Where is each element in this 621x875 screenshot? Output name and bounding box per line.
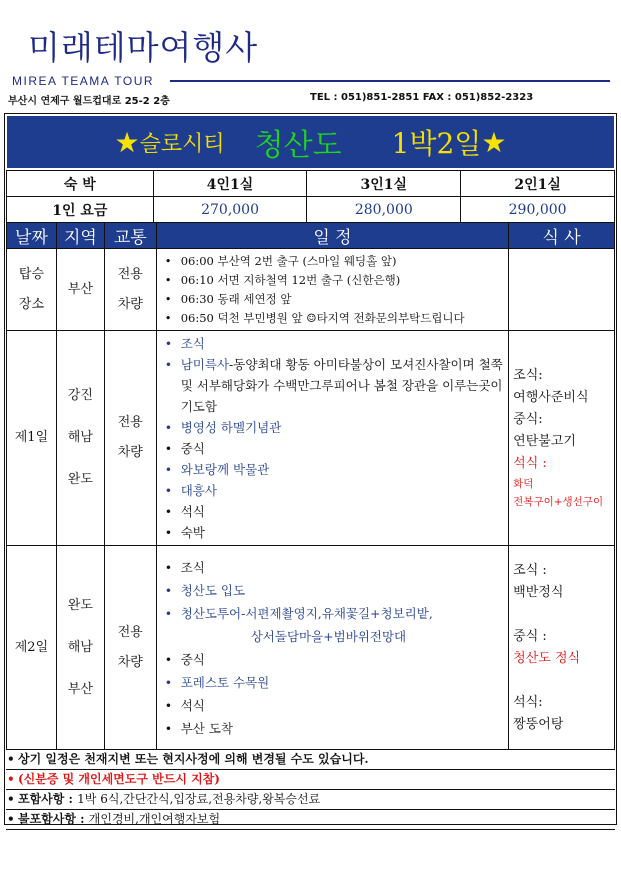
itinerary-header-row (7, 223, 615, 249)
header-region: 지역 (56, 223, 104, 249)
list-item: • 06:00 부산역 2번 출구 (스마일 웨딩홀 앞) (165, 252, 504, 271)
list-item: • 중식 (165, 648, 504, 671)
star-icon: ★ (481, 125, 507, 159)
star-icon: ★ (114, 125, 140, 159)
fee-row (7, 197, 615, 223)
company-address: 부산시 연제구 월드컵대로 25-2 2층 (8, 96, 170, 107)
boarding-region: 부산 (56, 249, 104, 331)
boarding-schedule (156, 249, 508, 331)
list-item: • 청산도투어-서편제촬영지,유채꽃길+청보리밭, 상서돌담마을+범바위전망대 (165, 602, 504, 648)
room-type-row (7, 171, 615, 197)
note-item: • 상기 일정은 천재지변 또는 현지사정에 의해 변경될 수도 있습니다. (6, 750, 615, 770)
list-item: • 대흥사 (165, 480, 504, 501)
company-english-name: MIREA TEAMA TOUR (12, 74, 155, 88)
boarding-row (7, 249, 615, 331)
fee-value: 270,000 (153, 197, 307, 223)
day2-schedule (156, 546, 508, 750)
day1-meals: 조식: 여행사준비식 중식: 연탄불고기 석식 : 화덕 전복구이+생선구이 (509, 331, 615, 546)
title-main: 청산도 (254, 128, 342, 163)
fee-label: 1인 요금 (7, 197, 154, 223)
day2-row (7, 546, 615, 750)
day2-date: 제2일 (7, 546, 57, 750)
day2-meals: 조식 : 백반정식 중식 : 청산도 정식 석식: 짱뚱어탕 (509, 546, 615, 750)
list-item: • 석식 (165, 694, 504, 717)
list-item: • 06:10 서면 지하철역 12번 출구 (신한은행) (165, 271, 504, 290)
list-item: • 남미륵사-동양최대 황동 아미타불상이 모셔진사찰이며 철쭉 및 서부해당화가 수백만그루피어나 봄철 장관을 이루는곳이기도함 (165, 354, 504, 417)
list-item: • 06:50 덕천 부민병원 앞 ☺타지역 전화문의부탁드립니다 (165, 309, 504, 328)
day1-date: 제1일 (7, 331, 57, 546)
list-item: • 숙박 (165, 522, 504, 543)
header-meal: 식 사 (509, 223, 615, 249)
fee-value: 280,000 (307, 197, 461, 223)
list-item: • 와보랑께 박물관 (165, 459, 504, 480)
list-item: • 조식 (165, 333, 504, 354)
list-item: • 부산 도착 (165, 717, 504, 740)
boarding-meal (509, 249, 615, 331)
price-table (6, 170, 615, 223)
day1-region: 강진 해남 완도 (56, 331, 104, 546)
list-item: • 석식 (165, 501, 504, 522)
title-prefix: 슬로시티 (139, 131, 225, 157)
room-type: 4인1실 (153, 171, 307, 197)
title-duration: 1박2일 (391, 127, 482, 160)
company-contact: TEL : 051)851-2851 FAX : 051)852-2323 (310, 92, 534, 103)
company-logo: 미래테마여행사 (28, 28, 259, 67)
boarding-transport: 전용 차량 (104, 249, 156, 331)
header-date: 날짜 (7, 223, 57, 249)
notes-section (6, 750, 615, 830)
title-banner (7, 116, 614, 168)
header-transport: 교통 (104, 223, 156, 249)
day1-transport: 전용 차량 (104, 331, 156, 546)
day1-schedule (156, 331, 508, 546)
list-item: • 포레스토 수목원 (165, 671, 504, 694)
fee-value: 290,000 (461, 197, 615, 223)
list-item: • 중식 (165, 438, 504, 459)
list-item: • 06:30 동래 세연정 앞 (165, 290, 504, 309)
room-type: 2인1실 (461, 171, 615, 197)
note-item: • 불포함사항 : 개인경비,개인여행자보험 (6, 810, 615, 830)
note-item: • (신분증 및 개인세면도구 반드시 지참) (6, 770, 615, 790)
list-item: • 조식 (165, 556, 504, 579)
boarding-date: 탑승 장소 (7, 249, 57, 331)
room-label: 숙 박 (7, 171, 154, 197)
itinerary-table (6, 222, 615, 750)
room-type: 3인1실 (307, 171, 461, 197)
day1-row (7, 331, 615, 546)
header-schedule: 일 정 (156, 223, 508, 249)
list-item: • 청산도 입도 (165, 579, 504, 602)
day2-region: 완도 해남 부산 (56, 546, 104, 750)
note-item: • 포함사항 : 1박 6식,간단간식,입장료,전용차량,왕복승선료 (6, 790, 615, 810)
day2-transport: 전용 차량 (104, 546, 156, 750)
logo-divider (170, 80, 610, 82)
list-item: • 병영성 하멜기념관 (165, 417, 504, 438)
